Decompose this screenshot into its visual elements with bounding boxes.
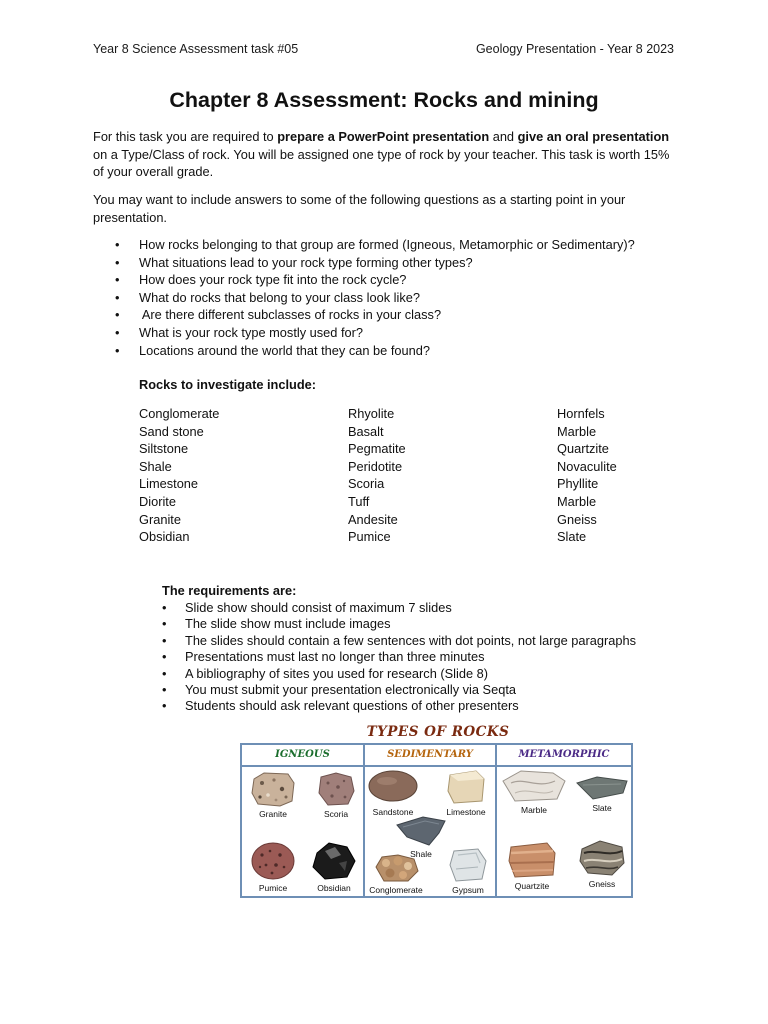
requirements-list [162,600,636,715]
sedimentary-heading: SEDIMENTARY [365,745,495,767]
rock-name: Novaculite [557,458,617,474]
rock-name: Hornfels [557,406,605,421]
question-item: • Are there different subclasses of rocks in your class? [115,306,635,324]
sandstone-rock [367,769,419,817]
granite-rock [248,771,298,819]
rock-label: Scoria [323,809,349,819]
question-item: • What is your rock type mostly used for? [115,324,635,342]
slate-image [575,775,629,801]
intro-bold-oral: give an oral presentation [517,129,670,144]
figure-table [240,743,633,898]
gypsum-image [448,847,488,883]
header-right: Geology Presentation - Year 8 2023 [475,42,674,56]
requirement-item: • The slides should contain a few sentences with dot points, not large paragraphs [162,633,636,649]
conglomerate-rock [365,851,427,895]
marble-image [501,769,567,803]
questions-intro: You may want to include answers to some of the following questions as a starting point in your presentation. [93,192,626,225]
requirement-item: • Slide show should consist of maximum 7 slides [162,600,636,616]
slate-rock [575,775,629,813]
page-title: Chapter 8 Assessment: Rocks and mining [169,88,599,112]
rock-name: Obsidian [139,529,190,545]
intro-text-1: For this task you are required to [93,129,278,144]
questions-list [115,236,635,359]
gneiss-image [578,839,626,877]
intro-text-3: on a Type/Class of rock. You will be assigned one type of rock by your teacher. This task is worth 15% of your overall grade. [93,146,670,179]
scoria-rock [312,771,360,819]
rock-label: Gneiss [588,879,616,889]
rock-name: Phyllite [557,476,599,492]
sandstone-image [367,769,419,805]
requirement-item: • Presentations must last no longer than three minutes [162,649,636,665]
rock-name: Conglomerate [139,406,220,421]
question-item: • How does your rock type fit into the rock cycle? [115,271,635,289]
requirement-item: • Students should ask relevant questions of other presenters [162,698,636,714]
intro-text-2: and [489,129,518,144]
intro-paragraph [93,128,683,181]
rock-name: Granite [139,511,181,527]
igneous-heading: IGNEOUS [242,745,363,767]
quartzite-rock [503,841,561,891]
rock-column-1 [139,405,219,546]
rock-label: Quartzite [514,881,550,891]
question-item: • What situations lead to your rock type forming other types? [115,254,635,272]
question-item: • How rocks belonging to that group are formed (Igneous, Metamorphic or Sedimentary)? [115,236,635,254]
granite-image [250,771,296,807]
rock-label: Pumice [258,883,288,893]
rock-name: Quartzite [557,441,609,457]
question-item: • Locations around the world that they can be found? [115,342,635,360]
marble-rock [499,769,569,815]
rock-label: Sandstone [372,807,414,817]
rock-name: Shale [139,458,172,474]
sedimentary-column [365,745,497,896]
pumice-rock [246,841,300,893]
requirement-item: • The slide show must include images [162,616,636,632]
rock-name: Basalt [348,423,384,439]
rock-label: Shale [410,849,432,859]
rock-name: Sand stone [139,423,204,439]
rock-name: Pumice [348,529,391,545]
rock-label: Limestone [446,807,486,817]
rock-name: Diorite [139,493,176,509]
rock-name: Andesite [348,511,398,527]
igneous-column [242,745,365,896]
rock-name: Marble [557,493,597,509]
metamorphic-column [497,745,631,896]
rock-column-3 [557,405,617,546]
conglomerate-image [372,851,420,883]
scoria-image [316,771,356,807]
obsidian-image [311,841,357,881]
rock-label: Conglomerate [369,885,423,895]
rock-label: Slate [592,803,612,813]
rock-name: Tuff [348,493,370,509]
rock-name: Slate [557,529,587,545]
header-left: Year 8 Science Assessment task #05 [93,42,299,56]
gneiss-rock [575,839,629,889]
gypsum-rock [443,847,493,895]
rock-name: Rhyolite [348,406,395,421]
rock-column-2 [348,405,406,546]
rock-name: Limestone [139,476,199,492]
pumice-image [250,841,296,881]
intro-bold-powerpoint: prepare a PowerPoint presentation [277,129,490,144]
rocks-heading: Rocks to investigate include: [139,377,317,392]
requirement-item: • A bibliography of sites you used for research (Slide 8) [162,666,636,682]
rock-label: Gypsum [452,885,484,895]
shale-image [395,815,447,847]
figure-title: TYPES OF ROCKS [366,724,510,740]
rock-name: Pegmatite [348,441,406,457]
metamorphic-heading: METAMORPHIC [497,745,631,767]
rock-name: Marble [557,423,597,439]
rock-label: Obsidian [317,883,351,893]
limestone-image [446,769,486,805]
question-item: • What do rocks that belong to your class look like? [115,289,635,307]
rock-name: Peridotite [348,458,403,474]
rock-label: Marble [521,805,547,815]
rock-name: Gneiss [557,511,597,527]
rock-types-figure [240,724,636,902]
requirement-item: • You must submit your presentation electronically via Seqta [162,682,636,698]
requirements-heading: The requirements are: [162,583,297,598]
rock-name: Siltstone [139,441,189,457]
rock-label: Granite [259,809,287,819]
obsidian-rock [308,841,360,893]
limestone-rock [439,769,493,817]
rock-name: Scoria [348,476,385,492]
quartzite-image [507,841,557,879]
